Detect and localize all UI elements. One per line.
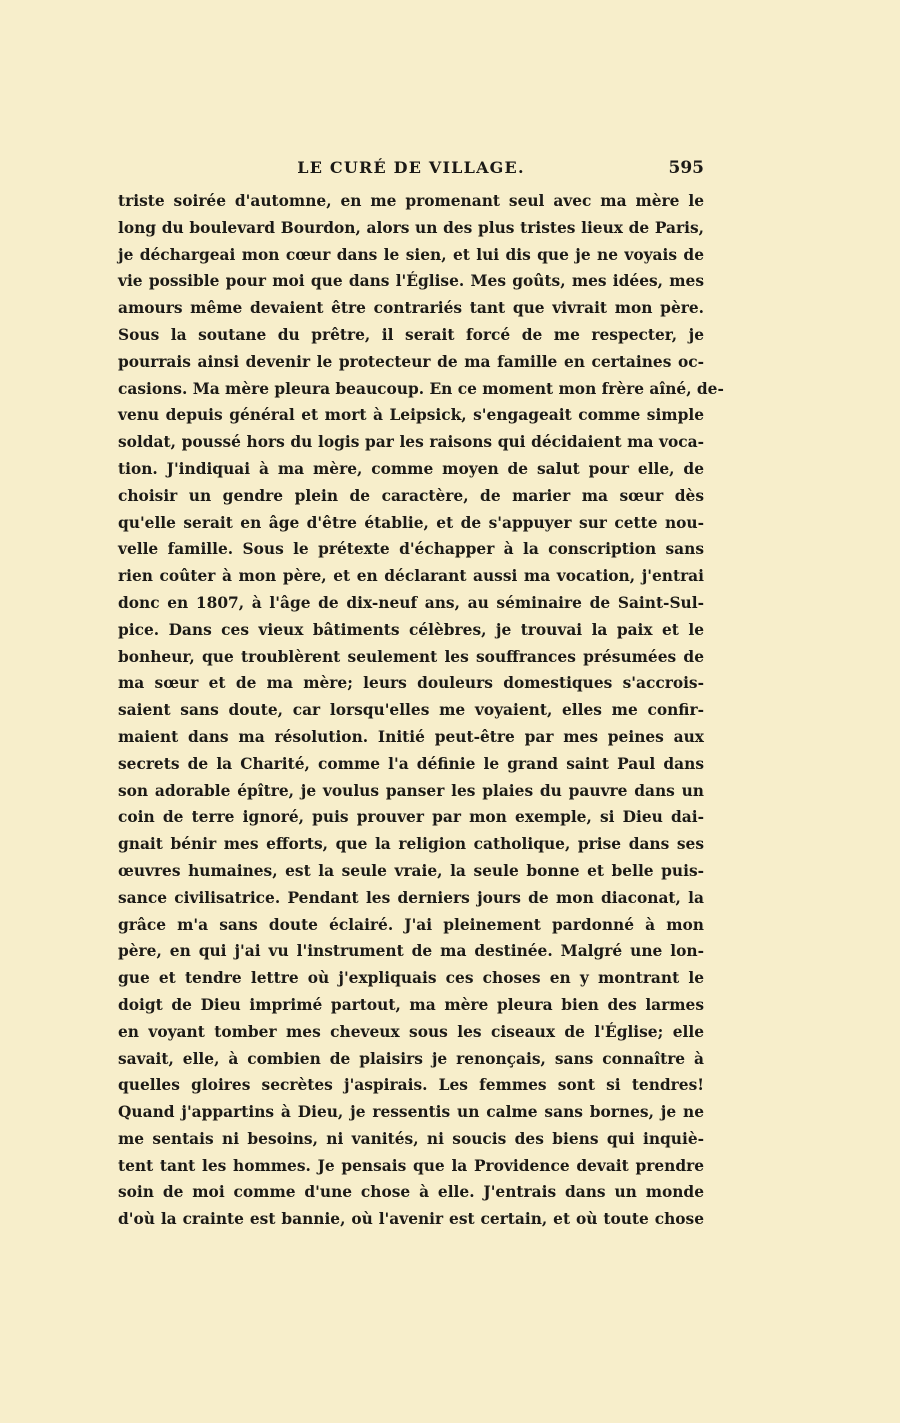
text-line: bonheur, que troublèrent seulement les souffrances présumées de <box>118 647 704 666</box>
text-line: soldat, poussé hors du logis par les raisons qui décidaient ma voca- <box>118 433 704 452</box>
text-line: son adorable épître, je voulus panser les plaies du pauvre dans un <box>118 781 704 800</box>
text-line: saient sans doute, car lorsqu'elles me voyaient, elles me confir- <box>118 701 704 720</box>
running-title: LE CURÉ DE VILLAGE. <box>297 158 525 177</box>
text-line: tion. J'indiquai à ma mère, comme moyen de salut pour elle, de <box>118 459 704 478</box>
text-line: qu'elle serait en âge d'être établie, et de s'appuyer sur cette nou- <box>118 513 704 532</box>
text-line: tent tant les hommes. Je pensais que la Providence devait prendre <box>118 1156 704 1175</box>
text-line: œuvres humaines, est la seule vraie, la seule bonne et belle puis- <box>118 861 704 880</box>
text-line: vie possible pour moi que dans l'Église. Mes goûts, mes idées, mes <box>118 272 704 291</box>
text-line: quelles gloires secrètes j'aspirais. Les femmes sont si tendres! <box>118 1076 704 1095</box>
text-line: venu depuis général et mort à Leipsick, s'engageait comme simple <box>118 406 704 425</box>
page-number: 595 <box>668 158 704 178</box>
text-line: pice. Dans ces vieux bâtiments célèbres, je trouvai la paix et le <box>118 620 704 639</box>
text-line: amours même devaient être contrariés tant que vivrait mon père. <box>118 299 704 318</box>
text-line: je déchargeai mon cœur dans le sien, et lui dis que je ne voyais de <box>118 245 704 264</box>
text-line: ma sœur et de ma mère; leurs douleurs domestiques s'accrois- <box>118 674 704 693</box>
text-line: sance civilisatrice. Pendant les derniers jours de mon diaconat, la <box>118 888 704 907</box>
text-line: pourrais ainsi devenir le protecteur de ma famille en certaines oc- <box>118 352 704 371</box>
text-line: Sous la soutane du prêtre, il serait forcé de me respecter, je <box>118 325 704 344</box>
text-line: long du boulevard Bourdon, alors un des plus tristes lieux de Paris, <box>118 218 704 237</box>
text-line: choisir un gendre plein de caractère, de marier ma sœur dès <box>118 486 704 505</box>
text-line: en voyant tomber mes cheveux sous les ciseaux de l'Église; elle <box>118 1022 704 1041</box>
text-line: donc en 1807, à l'âge de dix-neuf ans, au séminaire de Saint-Sul- <box>118 593 704 612</box>
text-line: doigt de Dieu imprimé partout, ma mère pleura bien des larmes <box>118 995 704 1014</box>
text-line: coin de terre ignoré, puis prouver par mon exemple, si Dieu dai- <box>118 808 704 827</box>
text-line: Quand j'appartins à Dieu, je ressentis un calme sans bornes, je ne <box>118 1103 704 1122</box>
text-line: secrets de la Charité, comme l'a définie le grand saint Paul dans <box>118 754 704 773</box>
text-line: triste soirée d'automne, en me promenant seul avec ma mère le <box>118 192 704 210</box>
text-line: d'où la crainte est bannie, où l'avenir est certain, et où toute chose <box>118 1210 704 1229</box>
text-line: père, en qui j'ai vu l'instrument de ma destinée. Malgré une lon- <box>118 942 704 961</box>
text-line: me sentais ni besoins, ni vanités, ni soucis des biens qui inquiè- <box>118 1129 704 1148</box>
body-text <box>118 188 724 1233</box>
running-head <box>118 158 704 184</box>
text-line: gnait bénir mes efforts, que la religion catholique, prise dans ses <box>118 835 704 854</box>
text-line: maient dans ma résolution. Initié peut-être par mes peines aux <box>118 727 704 746</box>
text-line: casions. Ma mère pleura beaucoup. En ce moment mon frère aîné, de- <box>118 379 724 398</box>
text-line: gue et tendre lettre où j'expliquais ces choses en y montrant le <box>118 969 704 988</box>
text-line: grâce m'a sans doute éclairé. J'ai pleinement pardonné à mon <box>118 915 704 934</box>
text-line: rien coûter à mon père, et en déclarant aussi ma vocation, j'entrai <box>118 567 704 586</box>
text-line: savait, elle, à combien de plaisirs je renonçais, sans connaître à <box>118 1049 704 1068</box>
text-line: velle famille. Sous le prétexte d'échapper à la conscription sans <box>118 540 704 559</box>
text-line: soin de moi comme d'une chose à elle. J'entrais dans un monde <box>118 1183 704 1202</box>
